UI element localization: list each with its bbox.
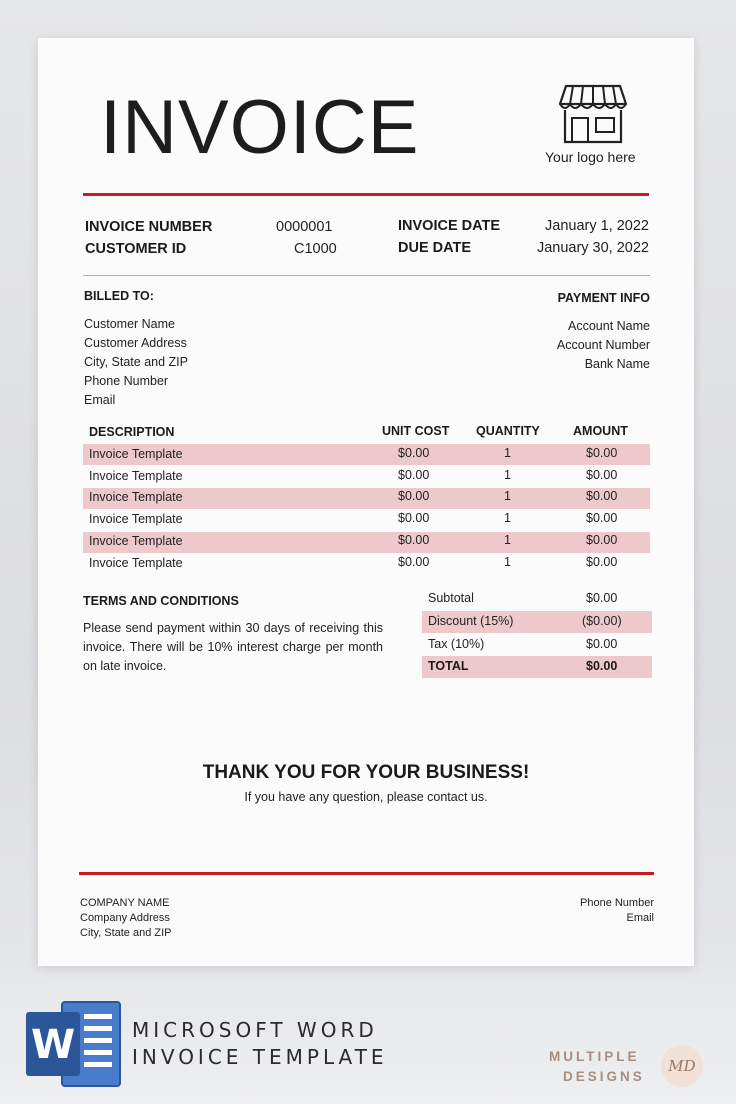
- payment-info-line: Bank Name: [584, 357, 650, 371]
- footer-email: Email: [626, 912, 654, 924]
- tax-label: Tax (10%): [428, 637, 485, 651]
- word-line-1: MICROSOFT WORD: [132, 1018, 378, 1042]
- discount-value: ($0.00): [582, 614, 622, 628]
- col-header-quantity: QUANTITY: [476, 424, 540, 438]
- col-header-amount: AMOUNT: [573, 424, 628, 438]
- invoice-number-label: INVOICE NUMBER: [85, 219, 213, 235]
- terms-heading: TERMS AND CONDITIONS: [83, 594, 239, 608]
- invoice-date-label: INVOICE DATE: [398, 218, 501, 234]
- tax-value: $0.00: [586, 637, 618, 651]
- logo-placeholder-text: Your logo here: [545, 149, 636, 165]
- row-description: Invoice Template: [89, 556, 183, 570]
- invoice-title: INVOICE: [100, 85, 420, 170]
- row-unit-cost: $0.00: [398, 555, 430, 569]
- billed-to-line: Email: [84, 393, 116, 407]
- store-icon: [558, 82, 628, 146]
- row-unit-cost: $0.00: [398, 446, 430, 460]
- row-amount: $0.00: [586, 533, 618, 547]
- payment-info-line: Account Number: [556, 338, 650, 352]
- svg-text:W: W: [30, 1022, 76, 1068]
- row-amount: $0.00: [586, 446, 618, 460]
- billed-to-line: Phone Number: [84, 374, 169, 388]
- due-date-label: DUE DATE: [398, 240, 472, 256]
- discount-label: Discount (15%): [428, 614, 514, 628]
- row-unit-cost: $0.00: [398, 468, 430, 482]
- invoice-date-value: January 1, 2022: [545, 218, 649, 234]
- row-amount: $0.00: [586, 468, 618, 482]
- row-description: Invoice Template: [89, 447, 183, 461]
- invoice-number-value: 0000001: [276, 219, 333, 235]
- row-quantity: 1: [504, 511, 511, 525]
- col-header-unit-cost: UNIT COST: [382, 424, 450, 438]
- row-quantity: 1: [504, 446, 511, 460]
- meta-divider: [83, 275, 650, 276]
- payment-info-heading: PAYMENT INFO: [557, 291, 650, 305]
- multiple-designs-line-2: DESIGNS: [563, 1069, 645, 1084]
- word-line-2: INVOICE TEMPLATE: [132, 1045, 388, 1069]
- row-description: Invoice Template: [89, 534, 183, 548]
- row-amount: $0.00: [586, 511, 618, 525]
- footer-divider: [79, 872, 654, 875]
- header-divider: [83, 193, 649, 196]
- billed-to-line: City, State and ZIP: [84, 355, 188, 369]
- row-unit-cost: $0.00: [398, 533, 430, 547]
- row-description: Invoice Template: [89, 512, 183, 526]
- footer-company-city: City, State and ZIP: [80, 927, 172, 939]
- footer-company-address: Company Address: [80, 912, 170, 924]
- subtotal-value: $0.00: [586, 591, 618, 605]
- row-amount: $0.00: [586, 555, 618, 569]
- customer-id-value: C1000: [294, 241, 337, 257]
- customer-id-label: CUSTOMER ID: [85, 241, 187, 257]
- terms-text: Please send payment within 30 days of receiving this invoice. There will be 10% interest charge per month on late invoice.: [83, 621, 383, 673]
- thank-you-heading: THANK YOU FOR YOUR BUSINESS!: [202, 762, 530, 783]
- total-label: TOTAL: [428, 659, 469, 673]
- multiple-designs-line-1: MULTIPLE: [549, 1049, 640, 1064]
- contact-note: If you have any question, please contact us.: [244, 790, 488, 804]
- subtotal-label: Subtotal: [428, 591, 474, 605]
- payment-info-line: Account Name: [568, 319, 650, 333]
- row-quantity: 1: [504, 533, 511, 547]
- microsoft-word-icon: [24, 998, 124, 1090]
- row-unit-cost: $0.00: [398, 489, 430, 503]
- billed-to-heading: BILLED TO:: [84, 289, 154, 303]
- col-header-description: DESCRIPTION: [89, 425, 175, 439]
- due-date-value: January 30, 2022: [536, 240, 649, 256]
- row-quantity: 1: [504, 555, 511, 569]
- row-description: Invoice Template: [89, 469, 183, 483]
- row-quantity: 1: [504, 468, 511, 482]
- designer-monogram-logo: MD: [661, 1045, 703, 1087]
- row-description: Invoice Template: [89, 490, 183, 504]
- billed-to-line: Customer Address: [84, 336, 187, 350]
- row-quantity: 1: [504, 489, 511, 503]
- billed-to-line: Customer Name: [84, 317, 175, 331]
- invoice-page: [38, 38, 694, 966]
- total-value: $0.00: [586, 659, 618, 673]
- footer-company-name: COMPANY NAME: [80, 897, 170, 909]
- row-amount: $0.00: [586, 489, 618, 503]
- row-unit-cost: $0.00: [398, 511, 430, 525]
- footer-phone: Phone Number: [580, 897, 654, 909]
